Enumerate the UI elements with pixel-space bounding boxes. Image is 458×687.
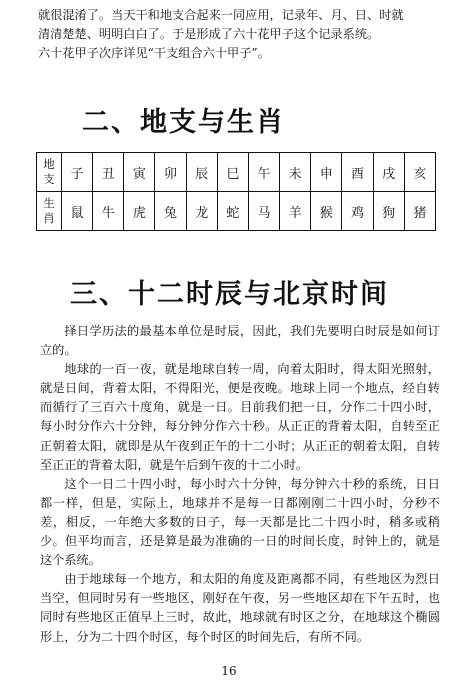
branch-cell: 申 (311, 153, 342, 192)
branch-cell: 酉 (342, 153, 373, 192)
branch-cell: 午 (248, 153, 279, 192)
branch-cell: 卯 (155, 153, 186, 192)
branch-cell: 寅 (124, 153, 155, 192)
intro-line: 六十花甲子次序详见“干支组合六十甲子”。 (38, 46, 270, 60)
animal-cell: 猪 (404, 192, 435, 231)
branch-cell: 亥 (404, 153, 435, 192)
animal-cell: 鸡 (342, 192, 373, 231)
animal-cell: 狗 (373, 192, 404, 231)
page-number: 16 (221, 664, 237, 678)
animal-cell: 马 (248, 192, 279, 231)
animal-cell: 兔 (155, 192, 186, 231)
paragraph: 由于地球每一个地方，和太阳的角度及距离都不同，有些地区为烈日当空，但同时另有一些地区，刚好在午夜，另一些地区却在下午五时，也同时有些地区正值早上三时，故此，地球就有时区之分，在地球这个椭圆形上，分为二十四个时区，每个时区的时间先后，有所不同。 (40, 572, 440, 644)
intro-line: 清清楚楚、明明白白了。于是形成了六十花甲子这个记录系统。 (38, 27, 380, 41)
branch-cell: 子 (62, 153, 93, 192)
section-heading-twelve-hours-beijing-time: 三、十二时辰与北京时间 (70, 279, 389, 310)
branch-cell: 未 (280, 153, 311, 192)
zodiac-table (36, 152, 436, 231)
branch-cell: 巳 (217, 153, 248, 192)
branch-cell: 丑 (93, 153, 124, 192)
intro-text (38, 6, 438, 63)
table-row-branches (37, 153, 436, 192)
animal-cell: 羊 (280, 192, 311, 231)
table-row-animals (37, 192, 436, 231)
branch-cell: 辰 (186, 153, 217, 192)
row-head-branches: 地 支 (37, 153, 62, 192)
paragraph: 这个一日二十四小时，每小时六十分钟，每分钟六十秒的系统，日日都一样，但是，实际上，地球并不是每一日都刚刚二十四小时，分秒不差，相反，一年绝大多数的日子，每一天都是比二十四小时，稍多或稍少。但平均而言，还是算是最为准确的一日的时间长度，时钟上的，就是这个系统。 (40, 476, 440, 568)
animal-cell: 鼠 (62, 192, 93, 231)
row-head-animals: 生 肖 (37, 192, 62, 231)
section-heading-earthly-branches-zodiac: 二、地支与生肖 (82, 107, 285, 138)
animal-cell: 虎 (124, 192, 155, 231)
animal-cell: 龙 (186, 192, 217, 231)
animal-cell: 猴 (311, 192, 342, 231)
body-text (40, 322, 440, 647)
branch-cell: 戌 (373, 153, 404, 192)
paragraph: 地球的一百一夜，就是地球自转一周，向着太阳时，得太阳光照射，就是日间，背着太阳，不得阳光，便是夜晚。地球上同一个地点，经自转而循行了三百六十度角，就是一日。目前我们把一日，分作二十四小时，每小时分作六十分钟，每分钟分作六十秒。从正正的背着太阳，自转至正正朝着太阳，就即是从午夜到正午的十二小时；从正正的朝着太阳，自转至正正的背着太阳，就是午后到午夜的十二小时。 (40, 362, 440, 472)
animal-cell: 牛 (93, 192, 124, 231)
animal-cell: 蛇 (217, 192, 248, 231)
paragraph: 择日学历法的最基本单位是时辰，因此，我们先要明白时辰是如何订立的。 (40, 324, 440, 358)
intro-line: 就很混淆了。当天干和地支合起来一同应用，记录年、月、日、时就 (38, 8, 404, 22)
